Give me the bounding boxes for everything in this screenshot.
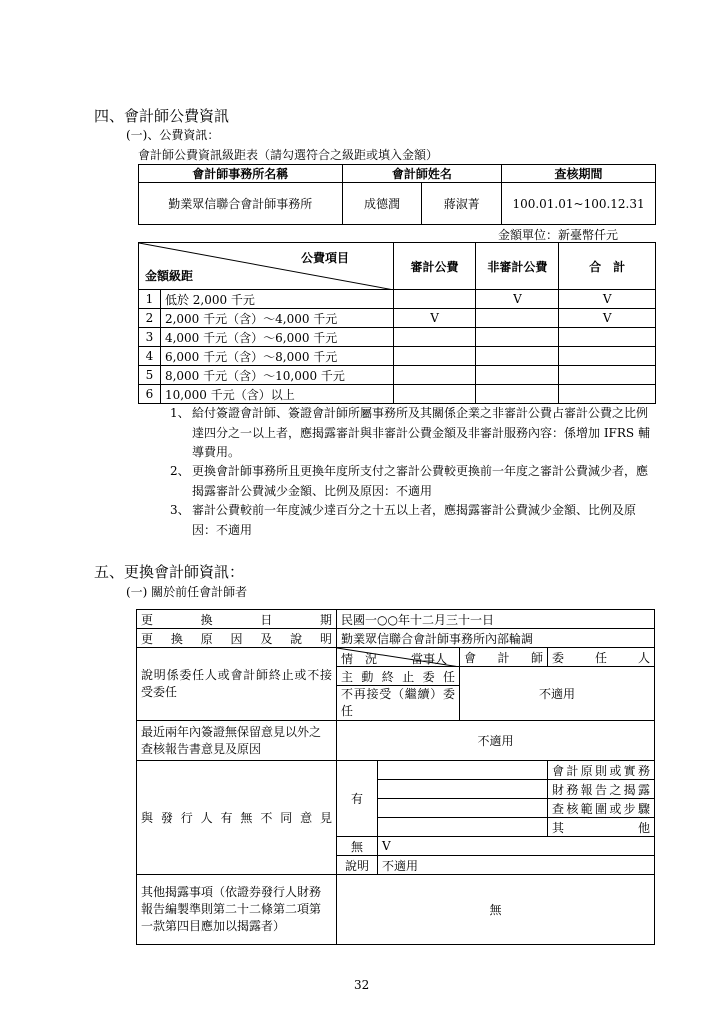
fee-row (139, 290, 656, 309)
fee-row-total-mark (559, 328, 656, 347)
fee-row-number: 4 (139, 347, 161, 366)
cpa-firm-table (138, 164, 656, 225)
note-2-number: 2、 (170, 464, 190, 478)
fee-row-audit-mark (393, 290, 476, 309)
party-label: 當事人 (411, 652, 448, 666)
fee-row (139, 366, 656, 385)
item-other: 其 他 (548, 818, 655, 837)
fee-row-audit-mark (393, 366, 476, 385)
fee-row-total-mark: V (559, 290, 656, 309)
note-1-text: 給付簽證會計師、簽證會計師所屬事務所及其關係企業之非審計公費占審計公費之比例達四分之一以上者，應揭露審計與非審計公費金額及非審計服務內容：係增加 IFRS 輔導費用。 (192, 406, 650, 459)
amount-range-label: 金額級距 (145, 269, 194, 283)
section-4-subtitle: (一)、公費資訊： (126, 128, 220, 142)
fee-row (139, 347, 656, 366)
fee-table-caption: 會計師公費資訊級距表（請勾選符合之級距或填入金額） (138, 148, 439, 162)
fee-row (139, 385, 656, 404)
fee-row-range: 2,000 千元（含）～4,000 千元 (160, 309, 393, 328)
fee-row-number: 2 (139, 309, 161, 328)
fee-row-audit-mark (393, 385, 476, 404)
note-1-number: 1、 (170, 406, 190, 420)
cpa-change-table (136, 609, 655, 945)
note-3-text: 審計公費較前一年度減少達百分之十五以上者，應揭露審計公費減少金額、比例及原因：不適用 (192, 503, 637, 537)
audit-fee-header: 審計公費 (393, 243, 476, 290)
note-2-text: 更換會計師事務所且更換年度所支付之審計公費較更換前一年度之審計公費減少者，應揭露審計公費減少金額、比例及原因：不適用 (192, 464, 649, 498)
fee-row-total-mark (559, 385, 656, 404)
other-disclosure-value: 無 (337, 875, 655, 945)
fee-row-non-audit-mark (476, 347, 559, 366)
firm-name-header: 會計師事務所名稱 (139, 165, 343, 183)
non-audit-fee-header: 非審計公費 (476, 243, 559, 290)
fee-row-range: 10,000 千元（含）以上 (160, 385, 393, 404)
note-2 (170, 462, 660, 502)
audit-period: 100.01.01~100.12.31 (502, 183, 656, 225)
fee-row-number: 6 (139, 385, 161, 404)
change-date-label: 更換日期 (137, 610, 337, 629)
fee-row-number: 5 (139, 366, 161, 385)
audit-period-header: 查核期間 (502, 165, 656, 183)
opinion-value: 不適用 (337, 721, 655, 761)
fee-row-total-mark (559, 347, 656, 366)
disagreement-label: 與發行人有無不同意見 (137, 761, 337, 875)
fee-row-range: 低於 2,000 千元 (160, 290, 393, 309)
section-5-title: 五、更換會計師資訊： (94, 563, 245, 581)
termination-value: 不適用 (460, 667, 655, 721)
item-audit-scope: 查核範圍或步驟 (548, 799, 655, 818)
explanation-label: 說明 (337, 856, 378, 875)
no-disagreement-mark: V (378, 837, 655, 856)
item-financial-disclosure: 財務報告之揭露 (548, 780, 655, 799)
disagreement-empty (378, 799, 548, 818)
note-3 (170, 501, 660, 541)
firm-name: 勤業眾信聯合會計師事務所 (139, 183, 343, 225)
note-3-number: 3、 (170, 503, 190, 517)
amount-unit: 金額單位：新臺幣仟元 (498, 228, 619, 242)
fee-row (139, 328, 656, 347)
fee-row-total-mark (559, 366, 656, 385)
page-number: 32 (354, 978, 370, 992)
fee-row-range: 4,000 千元（含）～6,000 千元 (160, 328, 393, 347)
fee-row-total-mark: V (559, 309, 656, 328)
fee-row-audit-mark: V (393, 309, 476, 328)
change-reason-label: 更換原因及說明 (137, 629, 337, 648)
fee-row-range: 6,000 千元（含）～8,000 千元 (160, 347, 393, 366)
cpa-name-2: 蔣淑菁 (422, 183, 502, 225)
situation-party-cell (337, 648, 460, 667)
fee-item-label: 公費項目 (301, 251, 350, 265)
fee-row-audit-mark (393, 328, 476, 347)
no-disagreement-label: 無 (337, 837, 378, 856)
total-header: 合 計 (559, 243, 656, 290)
change-date-value: 民國一○○年十二月三十一日 (337, 610, 655, 629)
party-cpa-header: 會 計 師 (460, 648, 548, 667)
party-client-header: 委 任 人 (548, 648, 655, 667)
disagreement-empty (378, 780, 548, 799)
opinion-label: 最近兩年內簽證無保留意見以外之查核報告書意見及原因 (137, 721, 337, 761)
fee-row (139, 309, 656, 328)
fee-row-audit-mark (393, 347, 476, 366)
explanation-value: 不適用 (378, 856, 655, 875)
section-4-title: 四、會計師公費資訊 (94, 107, 230, 125)
section-5-subtitle: (一) 關於前任會計師者 (126, 585, 248, 599)
fee-row-range: 8,000 千元（含）～10,000 千元 (160, 366, 393, 385)
active-termination-label: 主動終止委任 (337, 667, 460, 686)
fee-row-non-audit-mark (476, 309, 559, 328)
fee-row-non-audit-mark (476, 328, 559, 347)
fee-row-non-audit-mark (476, 366, 559, 385)
has-disagreement-label: 有 (337, 761, 378, 837)
other-disclosure-label: 其他揭露事項（依證券發行人財務報告編製準則第二十二條第二項第一款第四目應加以揭露者） (137, 875, 337, 945)
disagreement-empty (378, 761, 548, 780)
situation-label: 情 況 (341, 652, 378, 666)
no-longer-accept-label: 不再接受（繼續）委任 (337, 686, 460, 721)
fee-row-number: 1 (139, 290, 161, 309)
fee-row-non-audit-mark (476, 385, 559, 404)
fee-row-number: 3 (139, 328, 161, 347)
fee-bracket-table (138, 242, 656, 404)
disagreement-empty (378, 818, 548, 837)
cpa-name-header: 會計師姓名 (342, 165, 501, 183)
fee-row-non-audit-mark: V (476, 290, 559, 309)
item-accounting-principle: 會計原則或實務 (548, 761, 655, 780)
cpa-name-1: 成德潤 (342, 183, 422, 225)
note-1 (170, 404, 660, 464)
termination-label: 說明係委任人或會計師終止或不接受委任 (137, 648, 337, 721)
change-reason-value: 勤業眾信聯合會計師事務所內部輪調 (337, 629, 655, 648)
diagonal-header-cell (139, 243, 394, 290)
